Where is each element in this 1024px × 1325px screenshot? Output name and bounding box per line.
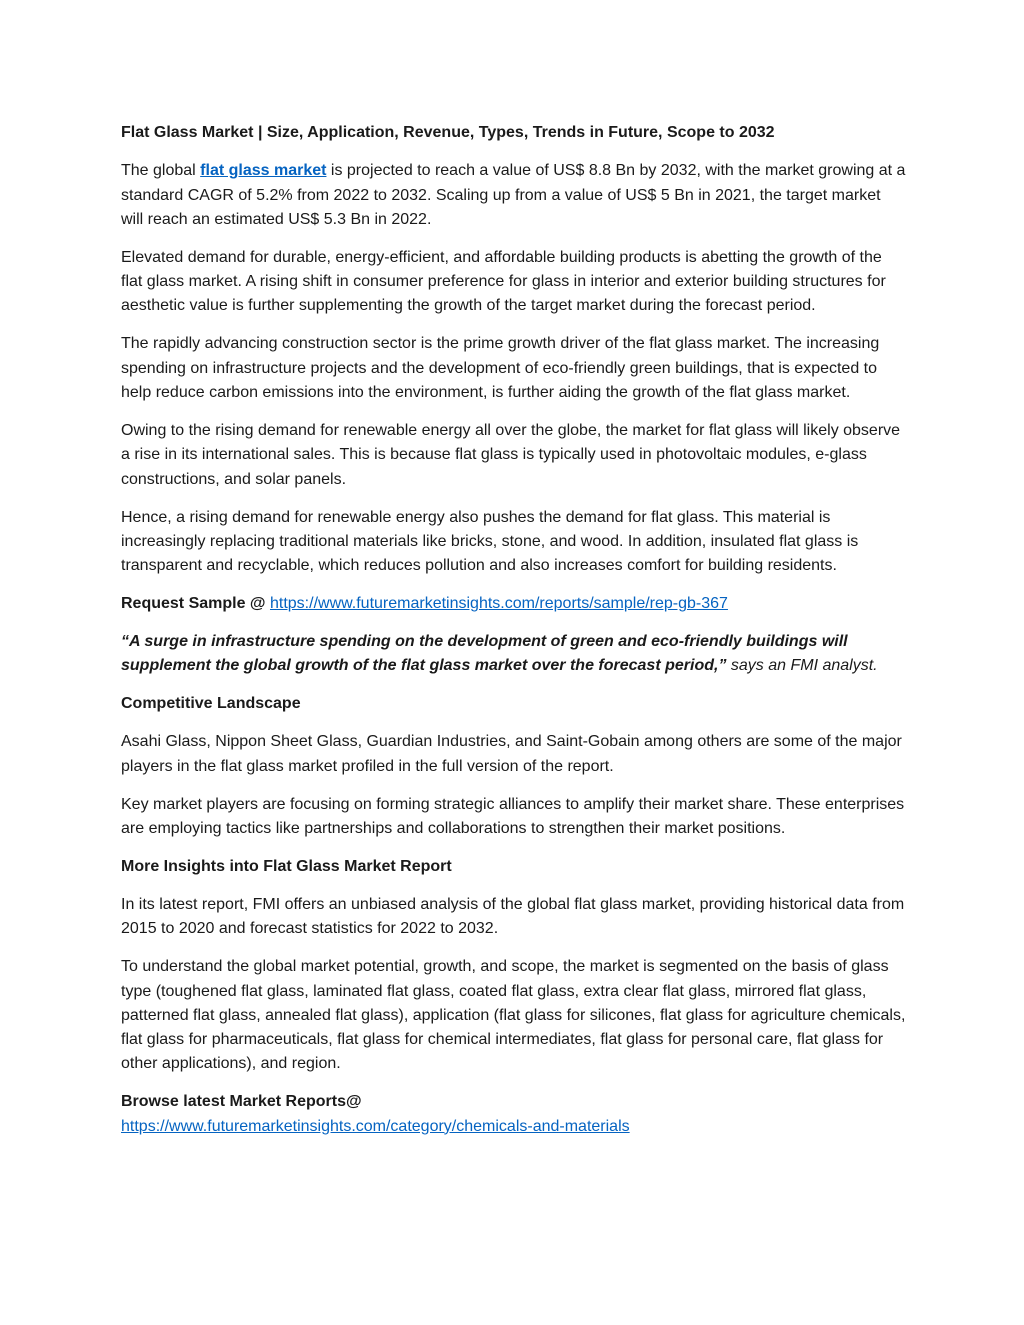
insights-paragraph-report: In its latest report, FMI offers an unbiased analysis of the global flat glass market, providing historical data from 2015 to 2020 and forecast statistics for 2022 to 2032. xyxy=(121,895,905,938)
request-sample-label: Request Sample @ xyxy=(121,595,266,613)
document-title: Flat Glass Market | Size, Application, Revenue, Types, Trends in Future, Scope to 2032 xyxy=(121,124,775,141)
document-page xyxy=(121,121,906,1153)
request-sample-link[interactable]: https://www.futuremarketinsights.com/reports/sample/rep-gb-367 xyxy=(269,595,728,613)
quote-text: “A surge in infrastructure spending on the development of green and eco-friendly buildings will supplement the global growth of the flat glass market over the forecast period,” xyxy=(121,633,848,675)
paragraph-renewable: Owing to the rising demand for renewable energy all over the globe, the market for flat glass will likely observe a rise in its international sales. This is because flat glass is typically used in photovoltaic modules, e-glass constructions, and solar panels. xyxy=(121,422,901,488)
insights-paragraph-segments: To understand the global market potential, growth, and scope, the market is segmented on the basis of glass type (toughened flat glass, laminated flat glass, coated flat glass, extra clear flat glass, mirrored flat glass, patterned flat glass, annealed flat glass), application (flat glass for silicones, flat glass for agriculture chemicals, flat glass for pharmaceuticals, flat glass for chemical intermediates, flat glass for personal care, flat glass for other applications), and region. xyxy=(121,958,906,1073)
competitive-paragraph-strategies: Key market players are focusing on forming strategic alliances to amplify their market share. These enterprises are employing tactics like partnerships and collaborations to strengthen their market positions. xyxy=(121,795,905,838)
intro-text-after: is projected to reach a value of US$ 8.8 Bn by 2032, with the market growing at a standard CAGR of 5.2% from 2022 to 2032. Scaling up from a value of US$ 5 Bn in 2021, the target market will reach an estimated US$ 5.3 Bn in 2022. xyxy=(121,162,906,228)
flat-glass-market-link[interactable]: flat glass market xyxy=(200,162,327,180)
paragraph-demand: Elevated demand for durable, energy-efficient, and affordable building products is abetting the growth of the flat glass market. A rising shift in consumer preference for glass in interior and exterior building structures for aesthetic value is further supplementing the growth of the target market during the forecast period. xyxy=(121,248,886,315)
competitive-landscape-heading: Competitive Landscape xyxy=(121,695,301,713)
browse-label: Browse latest Market Reports@ xyxy=(121,1093,362,1111)
intro-text-before: The global xyxy=(121,162,201,180)
analyst-quote xyxy=(121,630,906,679)
browse-section xyxy=(121,1090,906,1139)
browse-reports-link[interactable]: https://www.futuremarketinsights.com/category/chemicals-and-materials xyxy=(121,1117,630,1135)
request-sample-line xyxy=(121,592,906,616)
quote-attribution: says an FMI analyst. xyxy=(726,657,878,675)
paragraph-hence: Hence, a rising demand for renewable energy also pushes the demand for flat glass. This material is increasingly replacing traditional materials like bricks, stone, and wood. In addition, insulated flat glass is transparent and recyclable, which reduces pollution and also increases comfort for building residents. xyxy=(121,508,859,575)
paragraph-construction: The rapidly advancing construction sector is the prime growth driver of the flat glass market. The increasing spending on infrastructure projects and the development of eco-friendly green buildings, that is expected to help reduce carbon emissions into the environment, is further aiding the growth of the flat glass market. xyxy=(121,335,880,402)
competitive-paragraph-players: Asahi Glass, Nippon Sheet Glass, Guardian Industries, and Saint-Gobain among others are some of the major players in the flat glass market profiled in the full version of the report. xyxy=(121,733,902,775)
insights-heading: More Insights into Flat Glass Market Report xyxy=(121,858,452,875)
intro-paragraph xyxy=(121,159,906,232)
